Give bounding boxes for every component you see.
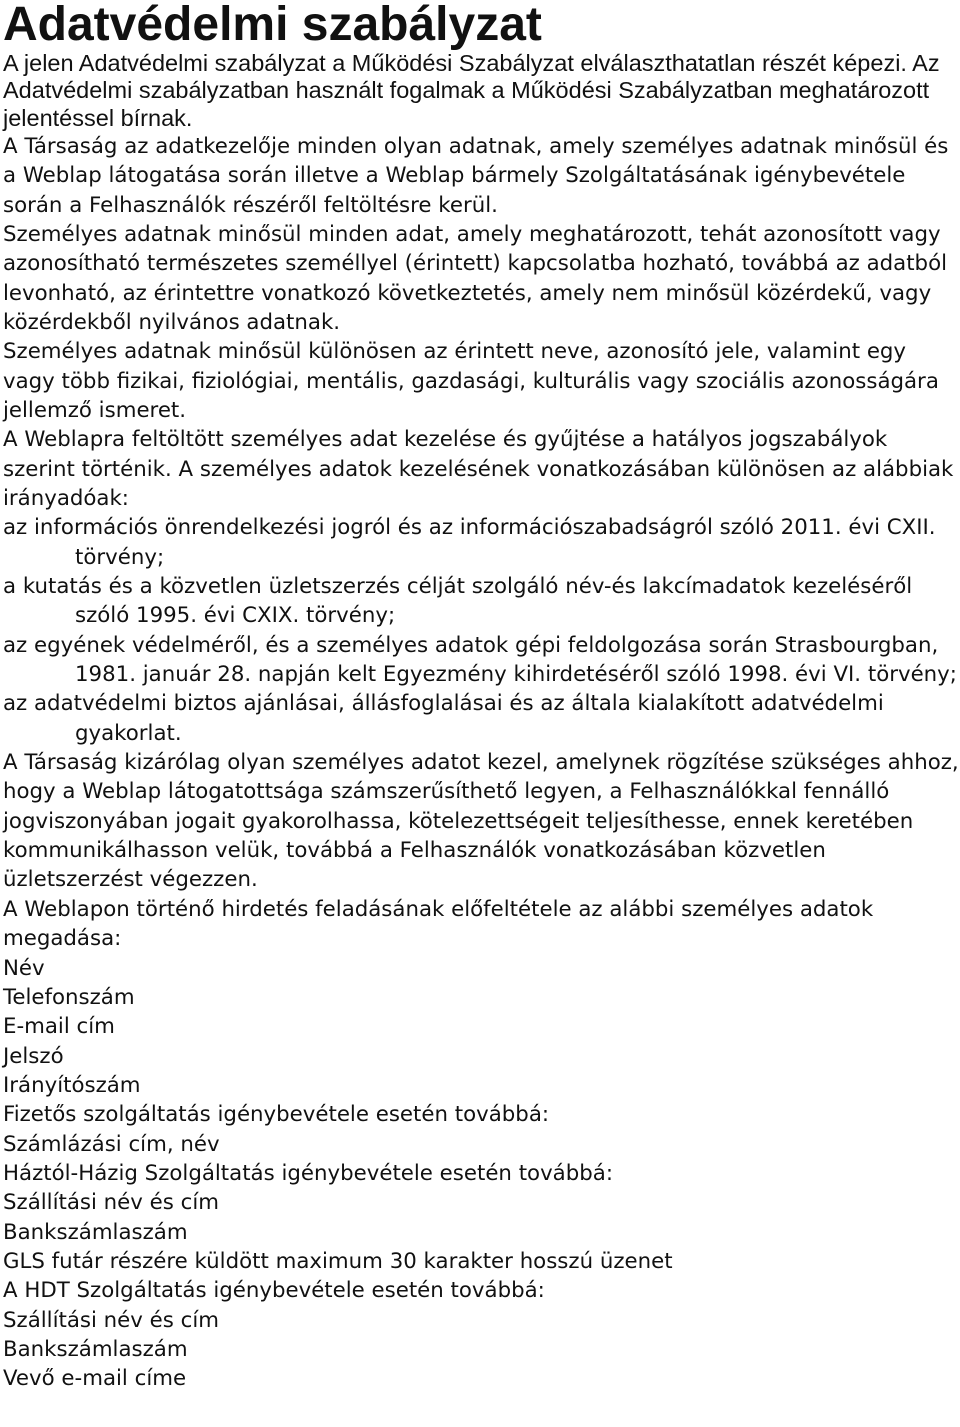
law-item: az adatvédelmi biztos ajánlásai, állásfoglalásai és az általa kialakított adatvédelmi gyakorlat. xyxy=(3,691,884,746)
list-item: A HDT Szolgáltatás igénybevétele esetén továbbá: xyxy=(3,1278,545,1304)
paragraph-legal-basis: A Weblapra feltöltött személyes adat kezelése és gyűjtése a hatályos jogszabályok szerint történik. A személyes adatok kezelésének vonatkozásában különösen az alábbiak irányadóak: xyxy=(3,427,954,512)
intro-paragraph: A jelen Adatvédelmi szabályzat a Működési Szabályzat elválaszthatatlan részét képezi. Az Adatvédelmi szabályzatban használt fogalmak a Működési Szabályzatban meghatározott jelentéssel bírnak. xyxy=(3,50,940,131)
list-item: Háztól-Házig Szolgáltatás igénybevétele esetén továbbá: xyxy=(3,1160,613,1186)
page-title: Adatvédelmi szabályzat xyxy=(3,0,542,51)
list-item: Bankszámlaszám xyxy=(3,1219,188,1245)
law-list xyxy=(3,513,960,748)
law-item: az információs önrendelkezési jogról és az információszabadságról szóló 2011. évi CXII. törvény; xyxy=(3,515,936,570)
list-item: Jelszó xyxy=(3,1043,64,1069)
paragraph-personal-data-definition: Személyes adatnak minősül minden adat, amely meghatározott, tehát azonosított vagy azonosítható természetes személlyel (érintett) kapcsolatba hozható, továbbá az adatból levonható, az érintettre vonatkozó következtetés, amely nem minősül közérdekű, vagy közérdekből nyilvános adatnak. xyxy=(3,221,948,335)
list-item: Név xyxy=(3,955,45,981)
document-body xyxy=(3,132,960,1394)
list-item: Vevő e-mail címe xyxy=(3,1366,187,1392)
list-item: Fizetős szolgáltatás igénybevétele esetén továbbá: xyxy=(3,1102,550,1128)
paragraph-personal-data-examples: Személyes adatnak minősül különösen az érintett neve, azonosító jele, valamint egy vagy több fizikai, fiziológiai, mentális, gazdasági, kulturális vagy szociális azonosságára jellemző ismeret. xyxy=(3,339,939,423)
paragraph-purpose: A Társaság kizárólag olyan személyes adatot kezel, amelynek rögzítése szükséges ahhoz, hogy a Weblap látogatottsága számszerűsíthető legyen, a Felhasználókkal fennálló jogviszonyában jogait gyakorolhassa, kötelezettségeit teljesíthesse, ennek keretében kommunikálhasson velük, továbbá a Felhasználók vonatkozásában közvetlen üzletszerzést végezzen. xyxy=(3,750,959,893)
paragraph-prerequisite: A Weblapon történő hirdetés feladásának előfeltétele az alábbi személyes adatok megadása: xyxy=(3,896,874,952)
data-item-list xyxy=(3,954,960,1394)
paragraph-controller: A Társaság az adatkezelője minden olyan adatnak, amely személyes adatnak minősül és a Weblap látogatása során illetve a Weblap bármely Szolgáltatásának igénybevétele során a Felhasználók részéről feltöltésre kerül. xyxy=(3,133,949,218)
list-item: E-mail cím xyxy=(3,1014,115,1040)
list-item: Irányítószám xyxy=(3,1072,141,1098)
list-item: Számlázási cím, név xyxy=(3,1131,220,1157)
list-item: GLS futár részére küldött maximum 30 karakter hosszú üzenet xyxy=(3,1248,673,1274)
list-item: Telefonszám xyxy=(3,984,135,1010)
list-item: Szállítási név és cím xyxy=(3,1307,219,1333)
list-item: Szállítási név és cím xyxy=(3,1190,219,1216)
law-item: a kutatás és a közvetlen üzletszerzés célját szolgáló név-és lakcímadatok kezeléséről szóló 1995. évi CXIX. törvény; xyxy=(3,574,913,629)
law-item: az egyének védelméről, és a személyes adatok gépi feldolgozása során Strasbourgban, 1981. január 28. napján kelt Egyezmény kihirdetéséről szóló 1998. évi VI. törvény; xyxy=(3,632,957,688)
list-item: Bankszámlaszám xyxy=(3,1336,188,1362)
